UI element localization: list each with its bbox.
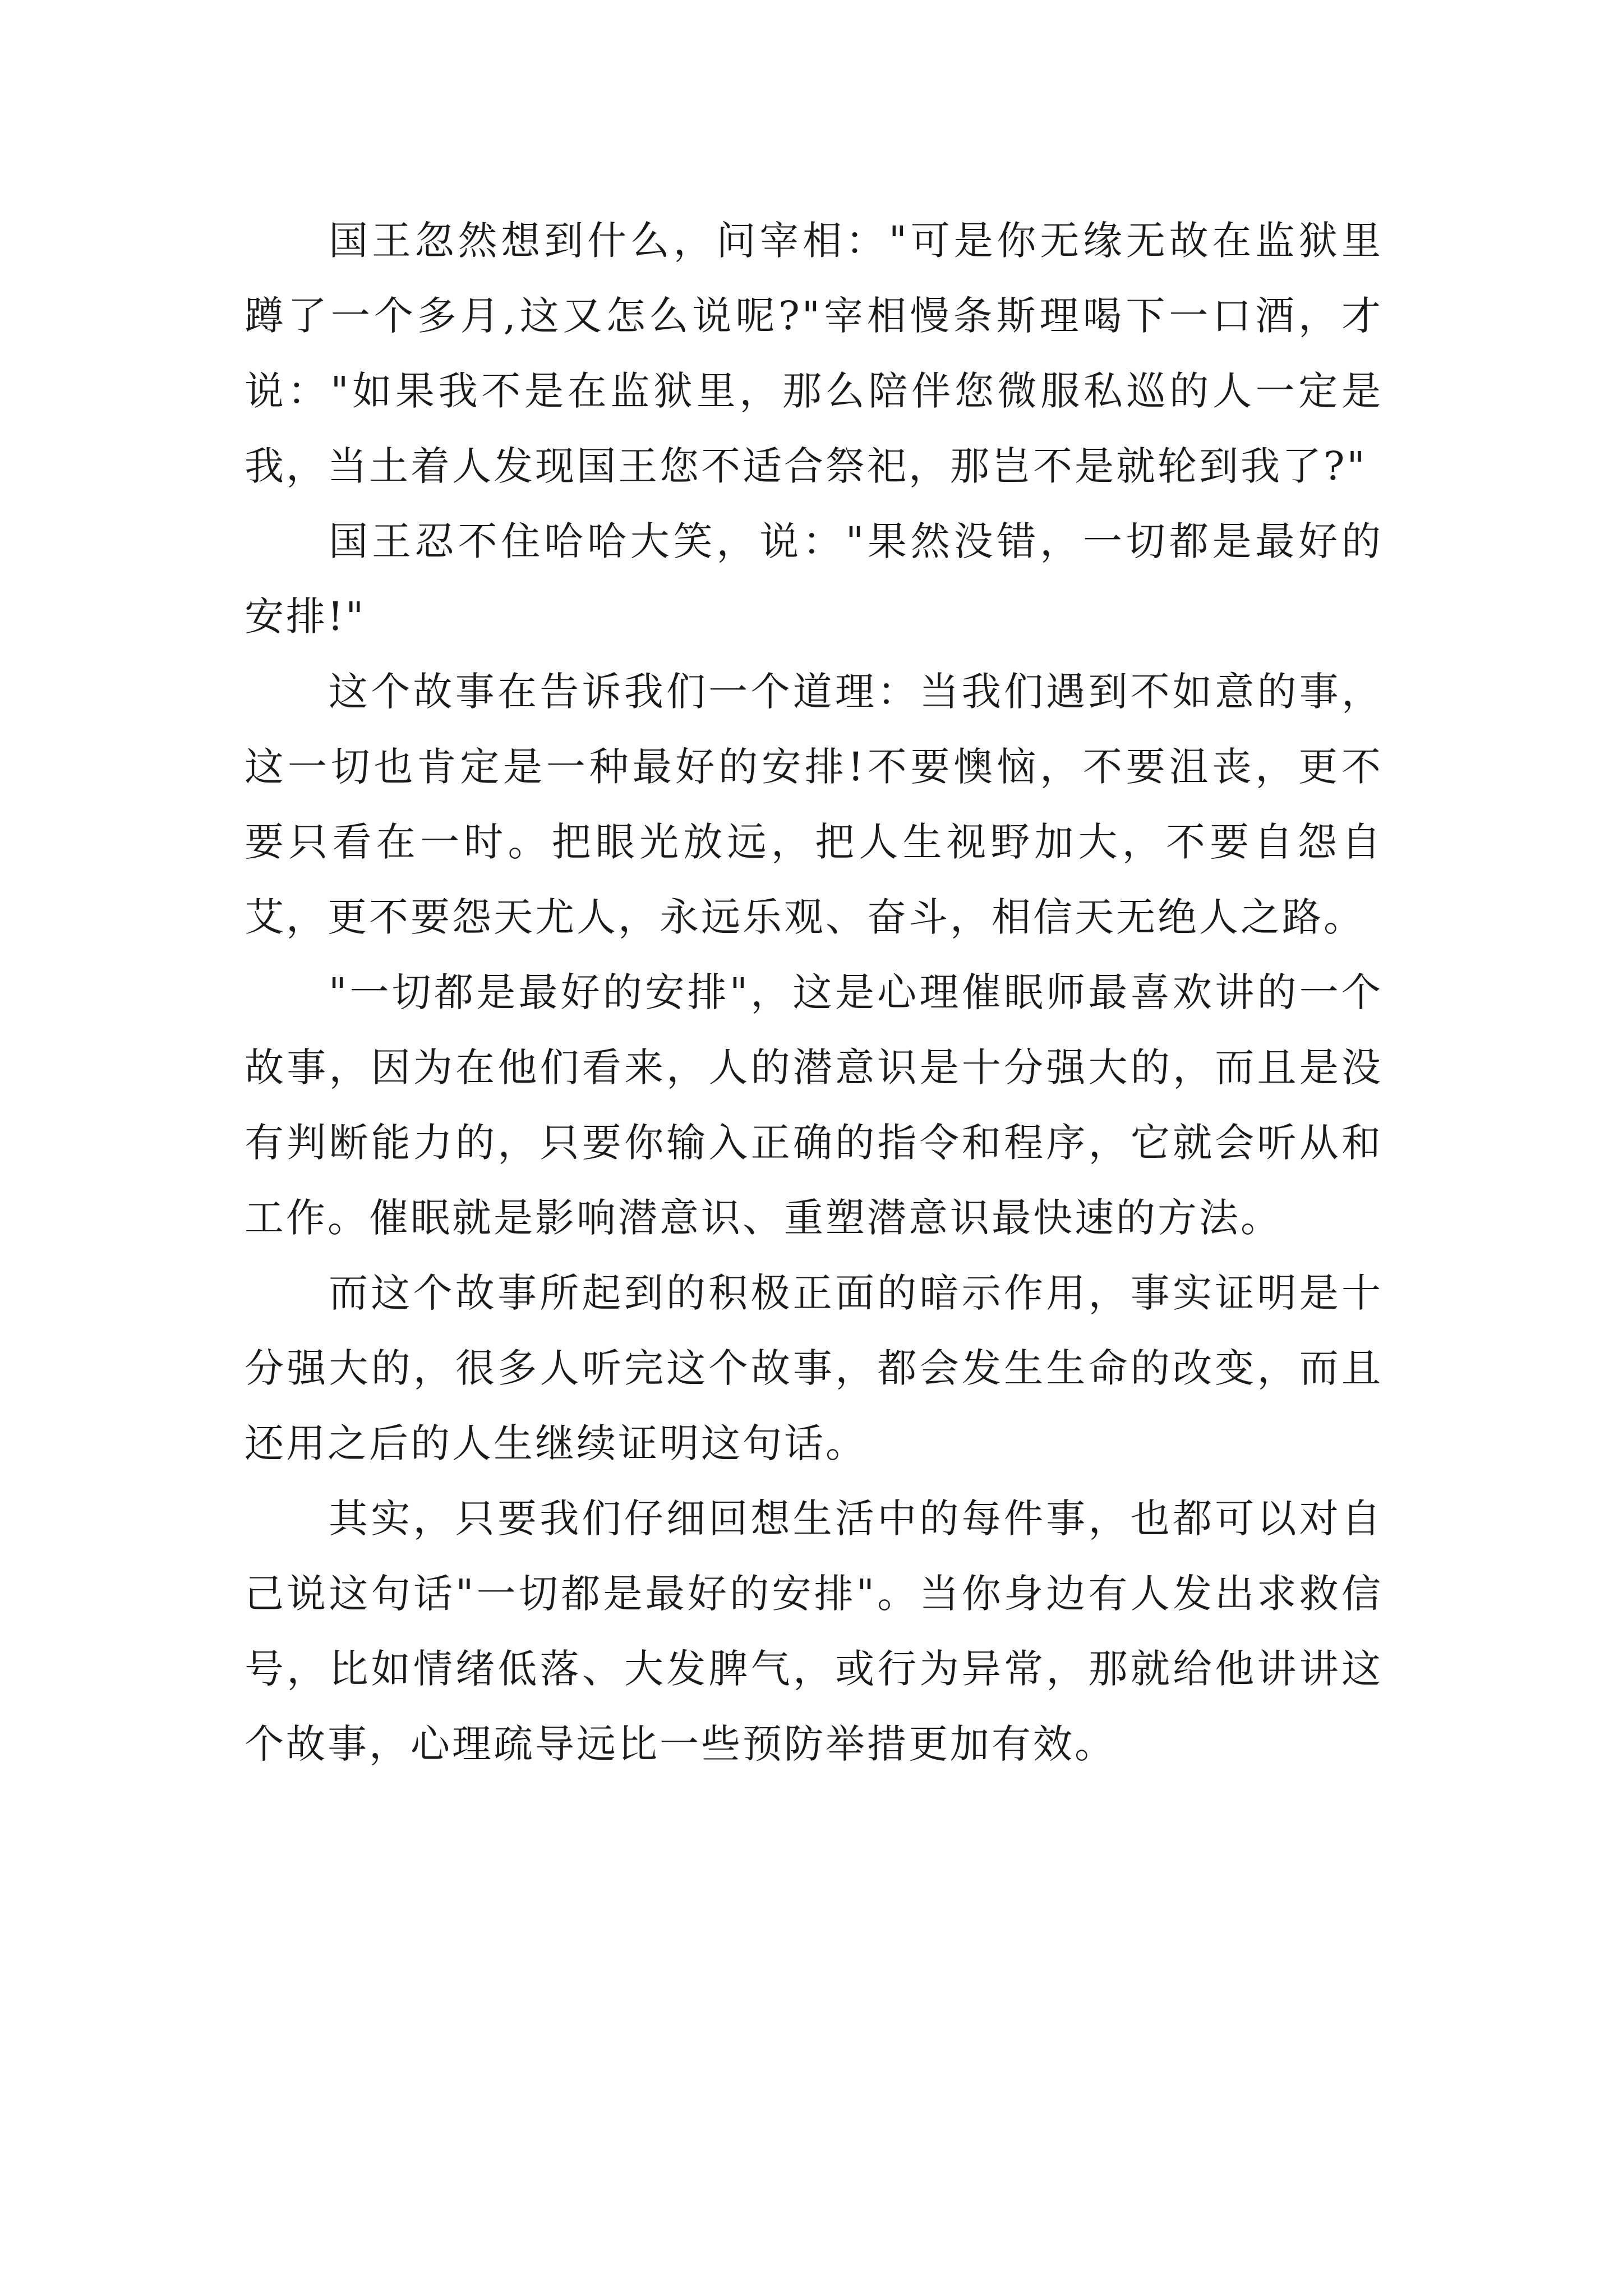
paragraph-3: 这个故事在告诉我们一个道理：当我们遇到不如意的事，这一切也肯定是一种最好的安排!不要懊恼，不要沮丧，更不要只看在一时。把眼光放远，把人生视野加大，不要自怨自艾，更不要怨天尤人，永远乐观、奋斗，相信天无绝人之路。 (245, 669, 1383, 940)
document-body (245, 203, 1383, 1782)
paragraph-1: 国王忽然想到什么，问宰相："可是你无缘无故在监狱里蹲了一个多月,这又怎么说呢?"宰相慢条斯理喝下一口酒，才说："如果我不是在监狱里，那么陪伴您微服私巡的人一定是我，当土着人发现国王您不适合祭祀，那岂不是就轮到我了?" (245, 218, 1383, 489)
paragraph-5: 而这个故事所起到的积极正面的暗示作用，事实证明是十分强大的，很多人听完这个故事，都会发生生命的改变，而且还用之后的人生继续证明这句话。 (245, 1270, 1383, 1466)
paragraph-2: 国王忍不住哈哈大笑，说："果然没错，一切都是最好的安排!" (245, 518, 1383, 639)
paragraph-6: 其实，只要我们仔细回想生活中的每件事，也都可以对自己说这句话"一切都是最好的安排"。当你身边有人发出求救信号，比如情绪低落、大发脾气，或行为异常，那就给他讲讲这个故事，心理疏导远比一些预防举措更加有效。 (245, 1496, 1383, 1767)
paragraph-4: "一切都是最好的安排"，这是心理催眠师最喜欢讲的一个故事，因为在他们看来，人的潜意识是十分强大的，而且是没有判断能力的，只要你输入正确的指令和程序，它就会听从和工作。催眠就是影响潜意识、重塑潜意识最快速的方法。 (245, 969, 1383, 1241)
